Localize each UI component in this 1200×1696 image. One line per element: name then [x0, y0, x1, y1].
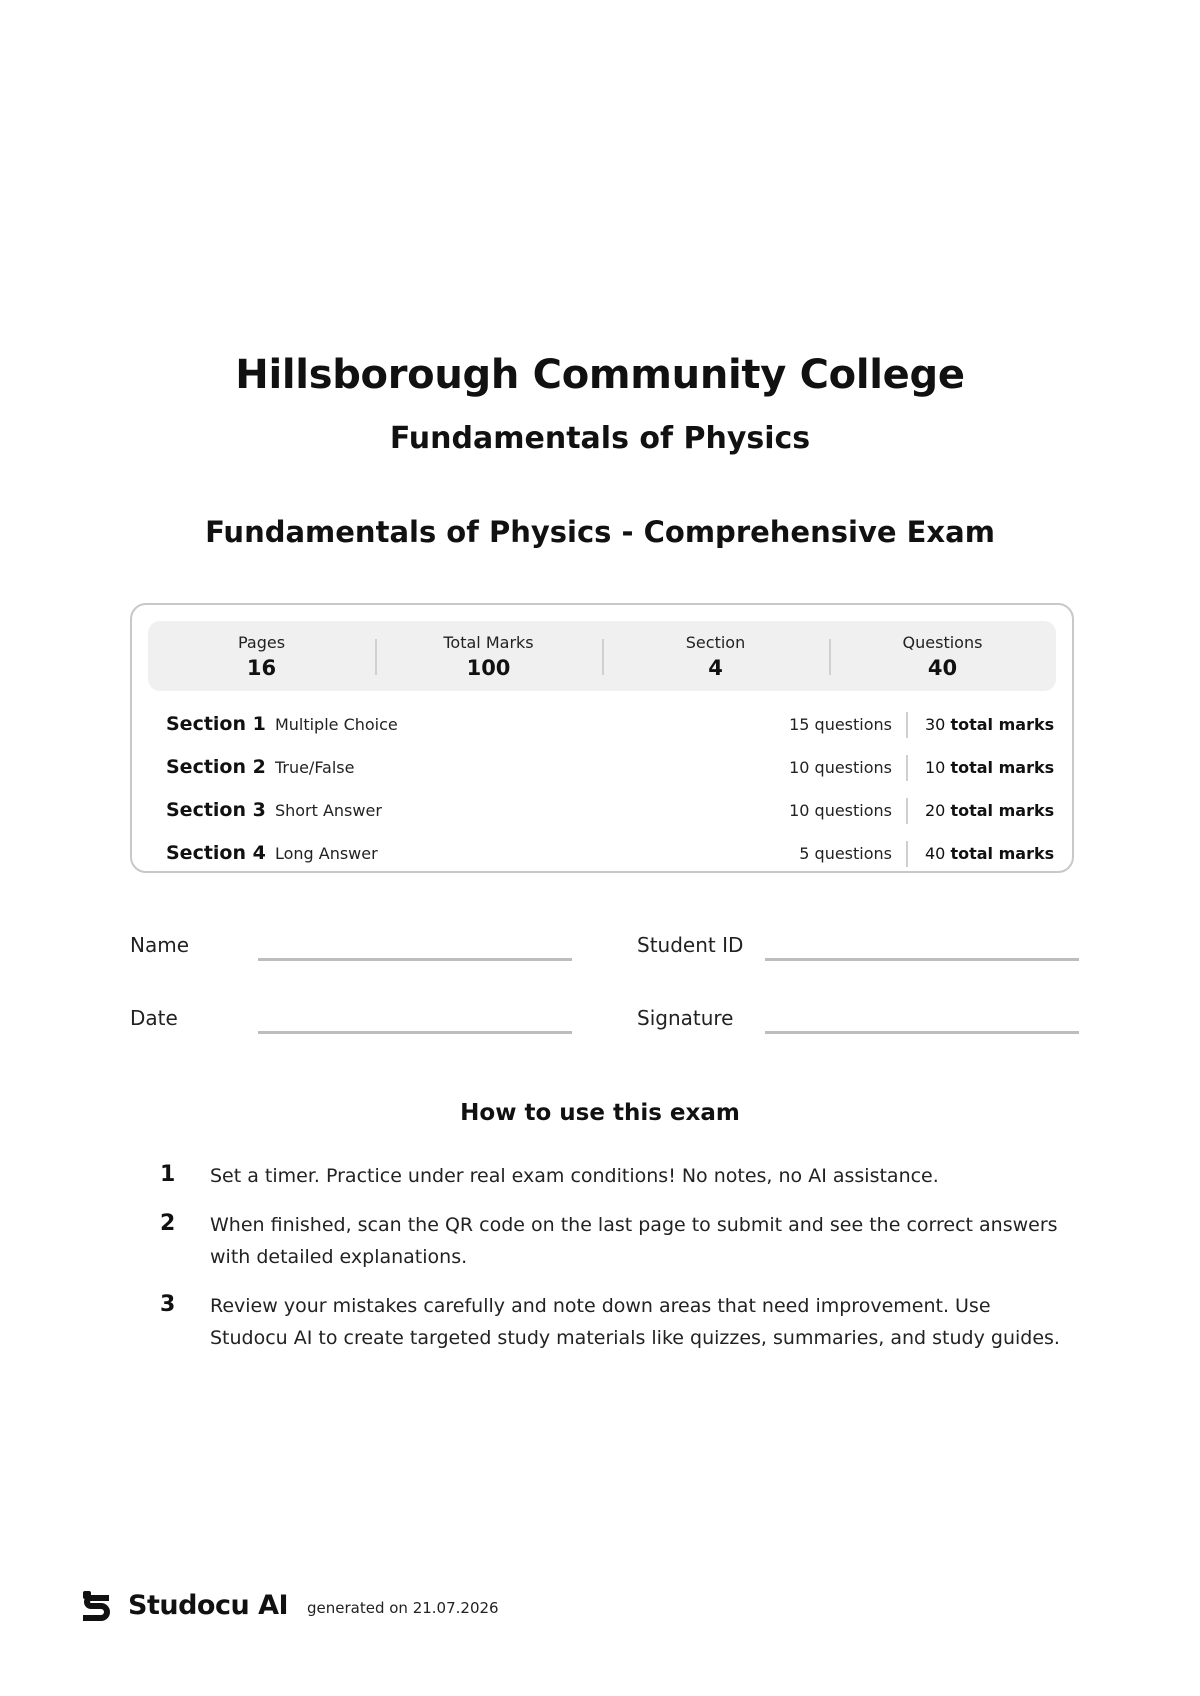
stat-label: Section: [685, 633, 746, 652]
date-label: Date: [130, 1006, 178, 1030]
divider: [906, 712, 908, 738]
marks-number: 20: [925, 801, 946, 820]
section-name: Section 1: [166, 713, 266, 735]
step-text: When finished, scan the QR code on the last page to submit and see the correct answers with detailed explanations.: [210, 1214, 1058, 1268]
step-text: Review your mistakes carefully and note down areas that need improvement. Use Studocu AI to create targeted study materials like quizzes, summaries, and study guides.: [210, 1295, 1060, 1349]
section-heading: [166, 799, 382, 821]
stat-label: Questions: [902, 633, 983, 652]
section-heading: [166, 842, 378, 864]
divider: [906, 841, 908, 867]
stat-section: [602, 621, 829, 691]
section-list: [132, 703, 1072, 875]
student-id-label: Student ID: [637, 933, 744, 957]
divider: [906, 755, 908, 781]
section-question-count: 10 questions: [789, 758, 892, 777]
section-question-count: 15 questions: [789, 715, 892, 734]
name-label: Name: [130, 933, 190, 957]
stat-label: Total Marks: [443, 633, 534, 652]
section-row: [132, 832, 1072, 875]
stat-total-marks: [375, 621, 602, 691]
stat-value: 16: [246, 656, 277, 680]
section-type: Multiple Choice: [274, 715, 398, 734]
footer-brand: Studocu AI: [128, 1590, 289, 1621]
marks-label: total marks: [950, 715, 1055, 734]
signature-field[interactable]: [765, 1031, 1079, 1034]
marks-label: total marks: [950, 801, 1055, 820]
section-name: Section 3: [166, 799, 266, 821]
step-number: 1: [160, 1162, 176, 1187]
howto-title: How to use this exam: [460, 1100, 740, 1126]
section-heading: [166, 756, 354, 778]
section-question-count: 10 questions: [789, 801, 892, 820]
marks-label: total marks: [950, 844, 1055, 863]
generated-date: generated on 21.07.2026: [307, 1599, 499, 1617]
section-question-count: 5 questions: [799, 844, 892, 863]
name-field[interactable]: [258, 958, 572, 961]
section-row: [132, 703, 1072, 746]
marks-number: 10: [925, 758, 946, 777]
section-type: Long Answer: [274, 844, 378, 863]
section-name: Section 4: [166, 842, 266, 864]
divider: [906, 798, 908, 824]
section-type: True/False: [274, 758, 355, 777]
stat-label: Pages: [237, 633, 286, 652]
step-number: 2: [160, 1211, 176, 1236]
student-id-field[interactable]: [765, 958, 1079, 961]
exam-summary-card: [130, 603, 1074, 873]
date-field[interactable]: [258, 1031, 572, 1034]
marks-number: 30: [925, 715, 946, 734]
marks-number: 40: [925, 844, 946, 863]
stat-value: 100: [466, 656, 511, 680]
exam-title: Fundamentals of Physics - Comprehensive Exam: [205, 515, 995, 549]
section-heading: [166, 713, 398, 735]
section-name: Section 2: [166, 756, 266, 778]
section-row: [132, 746, 1072, 789]
stat-questions: [829, 621, 1056, 691]
section-row: [132, 789, 1072, 832]
college-name: Hillsborough Community College: [235, 352, 965, 398]
section-marks: [925, 758, 1054, 777]
course-title: Fundamentals of Physics: [389, 421, 811, 456]
stat-value: 4: [708, 656, 723, 680]
step-text: Set a timer. Practice under real exam conditions! No notes, no AI assistance.: [210, 1165, 939, 1187]
section-marks: [925, 844, 1054, 863]
section-marks: [925, 715, 1054, 734]
signature-label: Signature: [637, 1006, 734, 1030]
marks-label: total marks: [950, 758, 1055, 777]
stat-value: 40: [927, 656, 958, 680]
studocu-logo-icon: [79, 1589, 113, 1625]
section-type: Short Answer: [274, 801, 382, 820]
exam-stats-bar: [148, 621, 1056, 691]
stat-pages: [148, 621, 375, 691]
step-number: 3: [160, 1292, 176, 1317]
section-marks: [925, 801, 1054, 820]
